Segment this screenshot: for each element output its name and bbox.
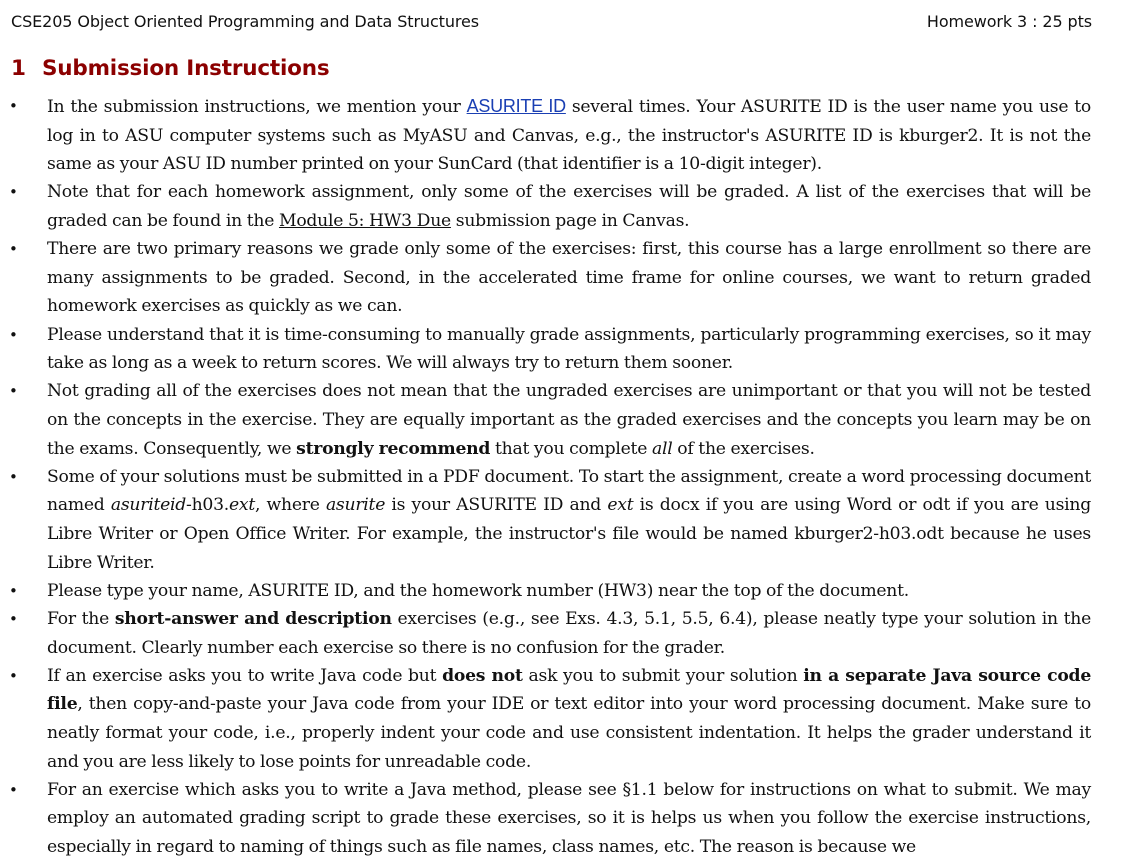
bullet-icon: • [9,97,18,115]
list-item: • Some of your solutions must be submitted in a PDF document. To start the assignment, create a word processing document named asuriteid-h03.ext, where asurite is your ASURITE ID and ext is docx if you are using Word or odt if you are using Libre Writer or Open Office Writer. For example, the instructor's file would be named kburger2-h03.odt because he uses Libre Writer. [0,463,1091,577]
emphasis-italic: all [651,438,673,459]
list-item: • If an exercise asks you to write Java code but does not ask you to submit your solution in a separate Java source code file, then copy-and-paste your Java code from your IDE or text editor into your word processing document. Make sure to neatly format your code, i.e., properly indent your code and use consistent indentation. It helps the grader understand it and you are less likely to lose points for unreadable code. [0,662,1091,776]
bullet-icon: • [9,666,18,685]
list-item: • Note that for each homework assignment, only some of the exercises will be graded. A list of the exercises that will be graded can be found in the Module 5: HW3 Due submission page in Canvas. [0,178,1091,235]
list-item: • In the submission instructions, we mention your ASURITE ID several times. Your ASURITE ID is the user name you use to log in to ASU computer systems such as MyASU and Canvas, e.g., the instructor's ASURITE ID is kburger2. It is not the same as your ASU ID number printed on your SunCard (that identifier is a 10-digit integer). [0,92,1091,179]
course-title: CSE205 Object Oriented Programming and Data Structures [11,12,479,31]
bullet-icon: • [9,183,18,202]
bullet-icon: • [9,780,18,799]
emphasis-strong: does not [442,665,523,686]
bullet-icon: • [9,467,18,486]
bullet-icon: • [9,240,18,259]
bullet-icon: • [9,581,18,600]
emphasis-strong: short-answer and description [114,608,392,629]
section-number: 1 [11,56,26,81]
section-title: Submission Instructions [42,56,330,81]
instruction-list [0,92,1146,861]
bullet-icon: • [9,609,18,628]
emphasis-strong: strongly recommend [296,438,491,459]
list-item: • For the short-answer and description exercises (e.g., see Exs. 4.3, 5.1, 5.5, 6.4), please neatly type your solution in the document. Clearly number each exercise so there is no confusion for the grader. [0,605,1091,662]
assignment-points: Homework 3 : 25 pts [926,12,1092,31]
list-item: • There are two primary reasons we grade only some of the exercises: first, this course has a large enrollment so there are many assignments to be graded. Second, in the accelerated time frame for online courses, we want to return graded homework exercises as quickly as we can. [0,235,1091,321]
list-item: • Please understand that it is time-consuming to manually grade assignments, particularly programming exercises, so it may take as long as a week to return scores. We will always try to return them sooner. [0,321,1091,378]
list-item: • Please type your name, ASURITE ID, and the homework number (HW3) near the top of the document. [0,577,1091,606]
section-heading [11,56,329,81]
asurite-id-link[interactable]: ASURITE ID [466,96,566,116]
list-item: • For an exercise which asks you to write a Java method, please see §1.1 below for instructions on what to submit. We may employ an automated grading script to grade these exercises, so it is helps us when you follow the exercise instructions, especially in regard to naming of things such as file names, class names, etc. The reason is because we [0,776,1091,862]
emphasis-strong: in a separate Java source code file [47,665,1092,715]
module-link-text: Module 5: HW3 Due [278,210,451,231]
bullet-icon: • [9,382,18,401]
bullet-icon: • [9,325,18,344]
list-item: • Not grading all of the exercises does not mean that the ungraded exercises are unimportant or that you will not be tested on the concepts in the exercise. They are equally important as the graded exercises and the concepts you learn may be on the exams. Consequently, we strongly recommend that you complete all of the exercises. [0,377,1091,463]
